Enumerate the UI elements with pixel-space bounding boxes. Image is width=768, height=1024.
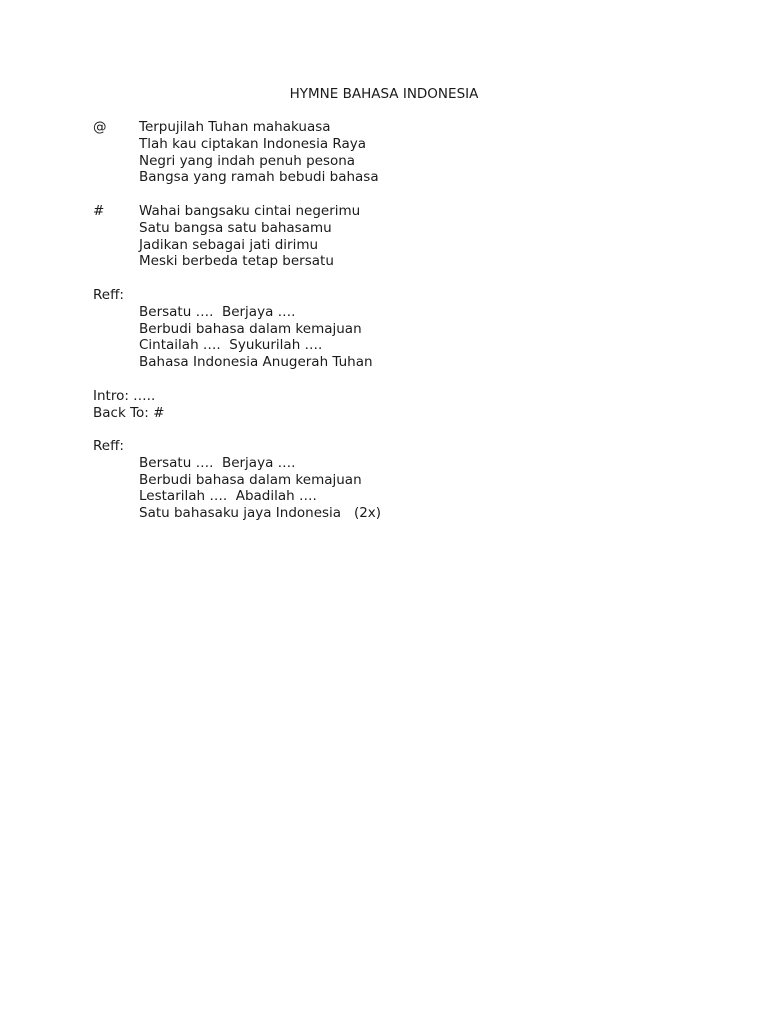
- verse-line-text: Satu bangsa satu bahasamu: [139, 219, 332, 236]
- verse-line: [93, 169, 379, 186]
- verse-line: [93, 119, 379, 136]
- verse-line-text: Bangsa yang ramah bebudi bahasa: [139, 169, 379, 186]
- reff-line: [93, 321, 373, 338]
- verse-line-text: Tlah kau ciptakan Indonesia Raya: [139, 135, 367, 152]
- verse-2: [93, 203, 360, 270]
- verse-1: [93, 119, 379, 186]
- reff-line-text: Lestarilah …. Abadilah ….: [139, 488, 317, 505]
- reff-line-text: Berbudi bahasa dalam kemajuan: [139, 471, 362, 488]
- reff-line-text: Berbudi bahasa dalam kemajuan: [139, 320, 362, 337]
- verse-line: [93, 136, 379, 153]
- reff-line-text: Bahasa Indonesia Anugerah Tuhan: [139, 354, 373, 371]
- reff-line: [93, 505, 381, 522]
- intro-line: Intro: …..: [93, 388, 156, 404]
- intro-block: [93, 388, 164, 422]
- verse-line: [93, 203, 360, 220]
- reff-line: [93, 354, 373, 371]
- verse-line: [93, 253, 360, 270]
- reff-label: Reff:: [93, 287, 124, 303]
- verse-line: [93, 237, 360, 254]
- reff-2: [93, 438, 381, 522]
- verse-marker: #: [93, 203, 105, 219]
- reff-line: [93, 488, 381, 505]
- reff-line-text: Bersatu …. Berjaya ….: [139, 303, 296, 320]
- verse-line: [93, 153, 379, 170]
- reff-line: [93, 455, 381, 472]
- reff-line: [93, 337, 373, 354]
- verse-line: [93, 220, 360, 237]
- reff-line-text: Bersatu …. Berjaya ….: [139, 454, 296, 471]
- reff-line-text: Satu bahasaku jaya Indonesia (2x): [139, 505, 382, 522]
- verse-line-text: Terpujilah Tuhan mahakuasa: [139, 119, 331, 135]
- verse-marker: @: [93, 119, 107, 135]
- reff-line-text: Cintailah …. Syukurilah ….: [139, 337, 323, 354]
- verse-line-text: Wahai bangsaku cintai negerimu: [139, 203, 361, 219]
- reff-line: [93, 304, 373, 321]
- reff-label: Reff:: [93, 438, 124, 454]
- verse-line-text: Jadikan sebagai jati dirimu: [139, 236, 319, 253]
- verse-line-text: Meski berbeda tetap bersatu: [139, 253, 334, 270]
- reff-line: [93, 472, 381, 489]
- verse-line-text: Negri yang indah penuh pesona: [139, 152, 356, 169]
- document-title: HYMNE BAHASA INDONESIA: [289, 86, 479, 102]
- reff-1: [93, 287, 373, 371]
- back-to-line: Back To: #: [93, 404, 165, 421]
